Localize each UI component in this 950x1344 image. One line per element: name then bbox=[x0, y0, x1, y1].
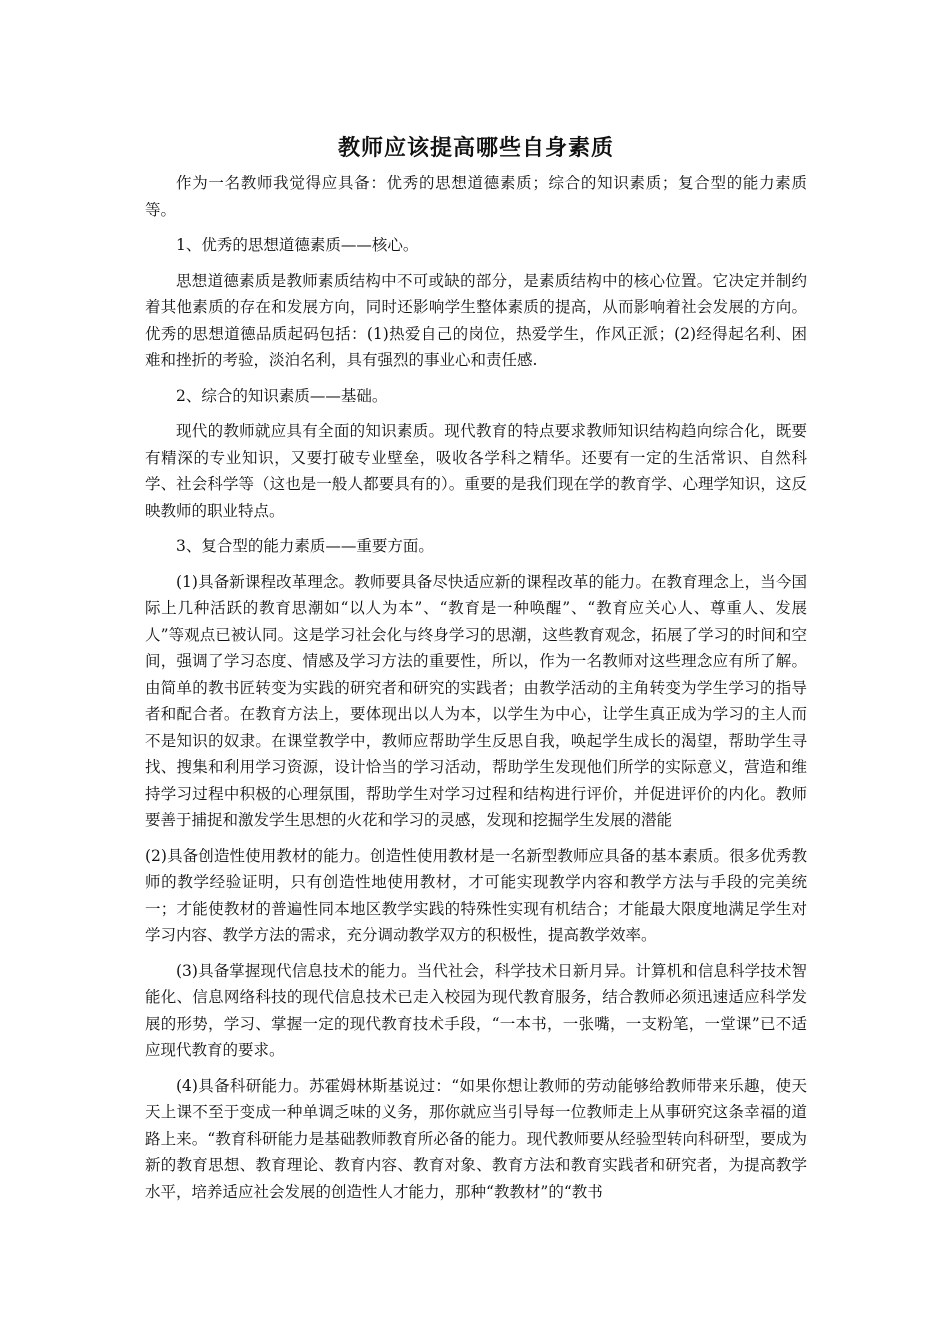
body-paragraph: (4)具备科研能力。苏霍姆林斯基说过：“如果你想让教师的劳动能够给教师带来乐趣，使天天上课不至于变成一种单调乏味的义务，那你就应当引导每一位教师走上从事研究这条幸福的道路上来。“教育科研能力是基础教师教育所必备的能力。现代教师要从经验型转向科研型，要成为新的教育思想、教育理论、教育内容、教育对象、教育方法和教育实践者和研究者，为提高教学水平，培养适应社会发展的创造性人才能力，那种“教教材”的“教书 bbox=[145, 1076, 807, 1201]
body-paragraph: (2)具备创造性使用教材的能力。创造性使用教材是一名新型教师应具备的基本素质。很多优秀教师的教学经验证明，只有创造性地使用教材，才可能实现教学内容和教学方法与手段的完美统一；才能使教材的普遍性同本地区教学实践的特殊性实现有机结合；才能最大限度地满足学生对学习内容、教学方法的需求，充分调动教学双方的积极性，提高教学效率。 bbox=[145, 846, 807, 944]
body-paragraph: 现代的教师就应具有全面的知识素质。现代教育的特点要求教师知识结构趋向综合化，既要有精深的专业知识，又要打破专业壁垒，吸收各学科之精华。还要有一定的生活常识、自然科学、社会科学等（这也是一般人都要具有的）。重要的是我们现在学的教育学、心理学知识，这反映教师的职业特点。 bbox=[145, 422, 807, 520]
section-heading-3: 3、复合型的能力素质——重要方面。 bbox=[176, 537, 434, 555]
document-page bbox=[145, 130, 807, 1214]
section-heading-1: 1、优秀的思想道德素质——核心。 bbox=[176, 236, 419, 254]
body-paragraph: (1)具备新课程改革理念。教师要具备尽快适应新的课程改革的能力。在教育理念上，当今国际上几种活跃的教育思潮如“以人为本”、“教育是一种唤醒”、“教育应关心人、尊重人、发展人”等观点已被认同。这是学习社会化与终身学习的思潮，这些教育观念，拓展了学习的时间和空间，强调了学习态度、情感及学习方法的重要性，所以，作为一名教师对这些理念应有所了解。由简单的教书匠转变为实践的研究者和研究的实践者；由教学活动的主角转变为学生学习的指导者和配合者。在教育方法上，要体现出以人为本，以学生为中心，让学生真正成为学习的主人而不是知识的奴隶。在课堂教学中，教师应帮助学生反思自我，唤起学生成长的渴望，帮助学生寻找、搜集和利用学习资源，设计恰当的学习活动，帮助学生发现他们所学的实际意义，营造和维持学习过程中积极的心理氛围，帮助学生对学习过程和结构进行评价，并促进评价的内化。教师要善于捕捉和激发学生思想的火花和学习的灵感，发现和挖掘学生发展的潜能 bbox=[145, 572, 807, 829]
intro-paragraph: 作为一名教师我觉得应具备：优秀的思想道德素质；综合的知识素质；复合型的能力素质等。 bbox=[145, 174, 807, 219]
document-title: 教师应该提高哪些自身素质 bbox=[337, 135, 614, 161]
body-paragraph: 思想道德素质是教师素质结构中不可或缺的部分，是素质结构中的核心位置。它决定并制约着其他素质的存在和发展方向，同时还影响学生整体素质的提高，从而影响着社会发展的方向。优秀的思想道德品质起码包括：(1)热爱自己的岗位，热爱学生，作风正派；(2)经得起名利、困难和挫折的考验，淡泊名利，具有强烈的事业心和责任感. bbox=[145, 271, 807, 369]
body-paragraph: (3)具备掌握现代信息技术的能力。当代社会，科学技术日新月异。计算机和信息科学技术智能化、信息网络科技的现代信息技术已走入校园为现代教育服务，结合教师必须迅速适应科学发展的形势，学习、掌握一定的现代教育技术手段，“一本书，一张嘴，一支粉笔，一堂课”已不适应现代教育的要求。 bbox=[145, 961, 807, 1059]
section-heading-2: 2、综合的知识素质——基础。 bbox=[176, 386, 388, 405]
